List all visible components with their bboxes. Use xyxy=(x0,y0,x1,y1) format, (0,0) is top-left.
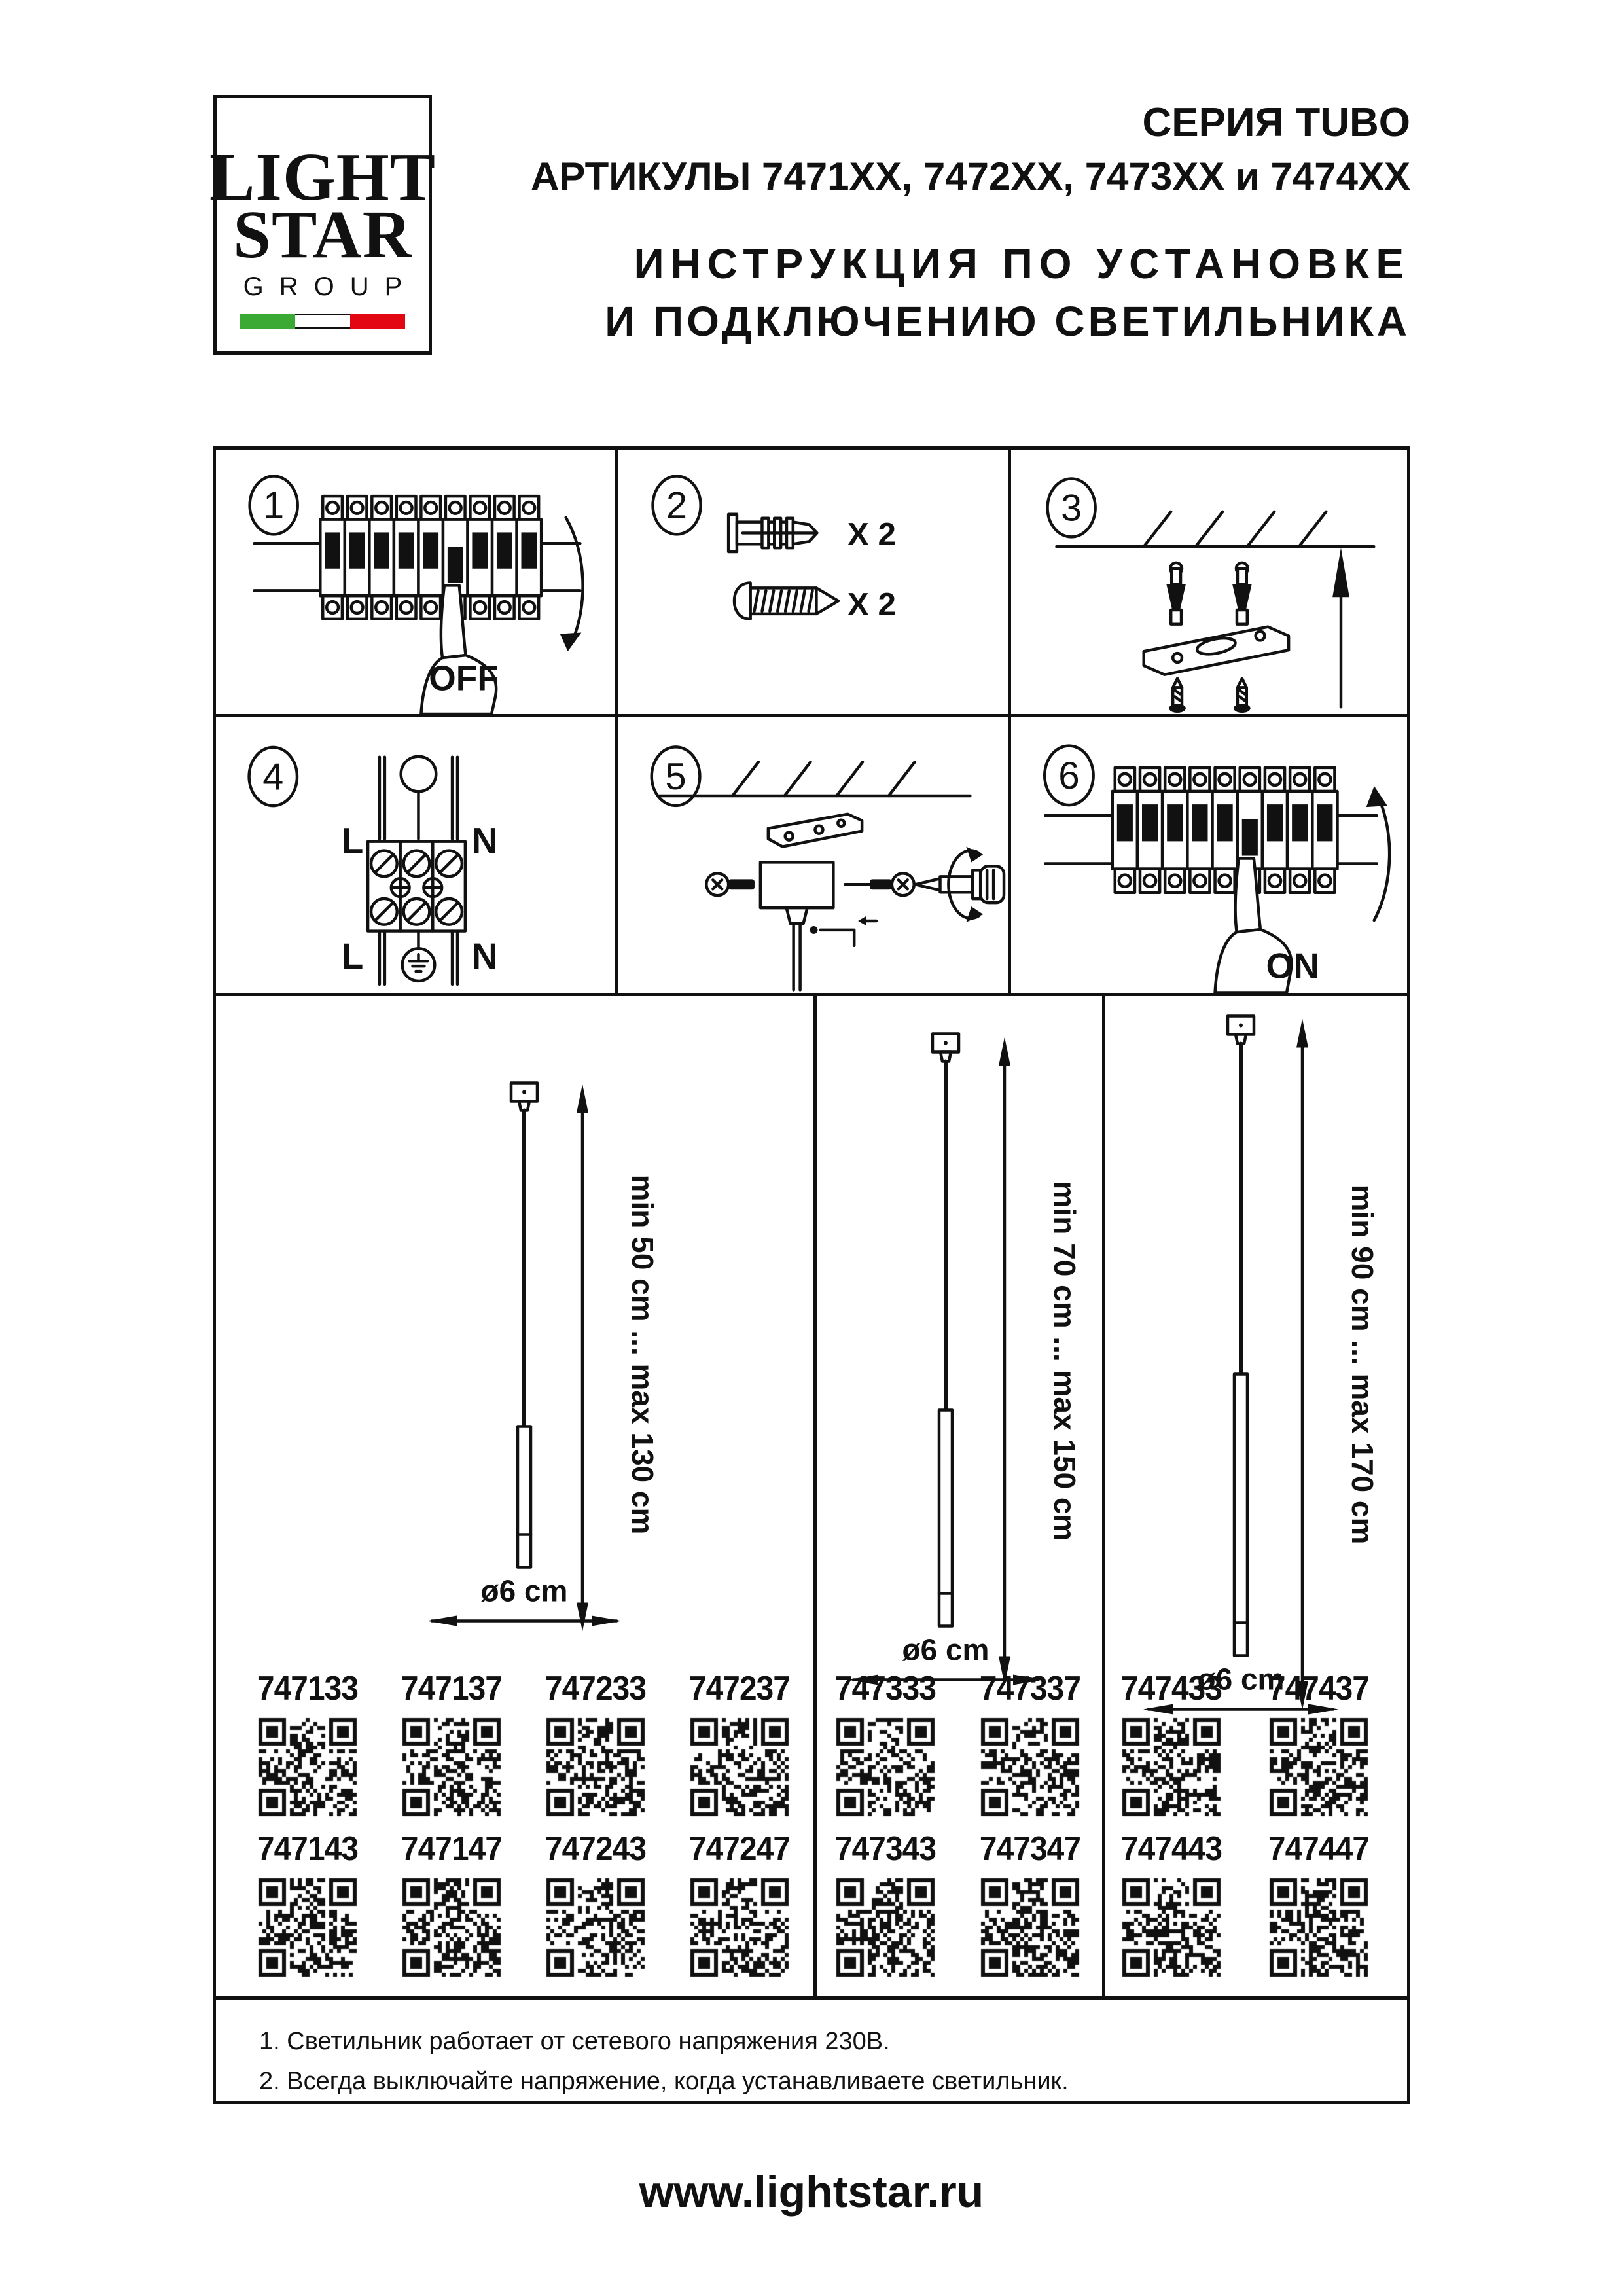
qr-code xyxy=(402,1717,501,1817)
article-number: 747233 xyxy=(544,1670,647,1708)
hex-key-icon xyxy=(810,916,876,946)
ceiling-line xyxy=(658,762,971,796)
article-number: 747133 xyxy=(257,1670,359,1708)
arrow-up-icon xyxy=(1366,786,1387,807)
qr-code xyxy=(258,1717,357,1817)
step-6-cell xyxy=(1011,717,1407,993)
article-block xyxy=(681,1669,798,1817)
article-block xyxy=(249,1669,366,1817)
lamp-50-130 xyxy=(427,1083,660,1632)
article-block xyxy=(827,1669,944,1817)
step-number: 2 xyxy=(666,484,688,527)
qr-code xyxy=(1269,1878,1368,1977)
screw-icon xyxy=(1234,679,1251,713)
step-number: 6 xyxy=(1058,754,1080,797)
article-block xyxy=(249,1829,366,1977)
screw-left-icon xyxy=(706,873,755,895)
instruction-line2: И ПОДКЛЮЧЕНИЮ СВЕТИЛЬНИКА xyxy=(605,298,1410,345)
lamp-70-150 xyxy=(848,1034,1082,1685)
article-block xyxy=(827,1829,944,1977)
lamp-circle xyxy=(401,757,437,792)
article-block xyxy=(393,1829,510,1977)
off-label: OFF xyxy=(429,659,499,698)
screwdriver-icon xyxy=(916,847,1004,922)
anchor-icon xyxy=(1166,563,1186,624)
qr-code xyxy=(402,1878,501,1977)
diameter-label: ø6 cm xyxy=(1197,1662,1285,1696)
step-5-cell xyxy=(618,717,1011,993)
step-4-wiring-diagram xyxy=(216,717,615,993)
article-block xyxy=(971,1669,1089,1817)
height-range-label: min 90 cm ... max 170 cm xyxy=(1346,1184,1380,1545)
article-number: 747347 xyxy=(979,1830,1081,1868)
article-number: 747247 xyxy=(688,1830,791,1868)
qr-code xyxy=(980,1717,1080,1817)
installation-steps-grid xyxy=(213,446,1410,996)
qr-code xyxy=(980,1878,1080,1977)
step-2-hardware-diagram xyxy=(618,450,1008,714)
qr-code xyxy=(690,1878,789,1977)
terminal-n-top: N xyxy=(471,820,498,861)
article-number: 747237 xyxy=(688,1670,791,1708)
screw-icon xyxy=(734,583,838,619)
step-5-canopy-diagram xyxy=(618,717,1008,993)
italian-flag-stripe xyxy=(240,314,405,329)
flag-green xyxy=(240,314,295,329)
ground-symbol-icon xyxy=(402,948,435,981)
step-4-cell xyxy=(216,717,618,993)
step-number: 4 xyxy=(262,756,284,798)
article-number: 747147 xyxy=(401,1830,503,1868)
logo-star: STAR xyxy=(233,196,412,272)
step-6-breaker-on-diagram xyxy=(1011,717,1407,993)
website-url: www.lightstar.ru xyxy=(639,2167,984,2217)
flag-white xyxy=(295,314,350,329)
article-block xyxy=(537,1669,654,1817)
anchor-icon xyxy=(1232,563,1252,624)
step-1-breaker-off-diagram xyxy=(216,450,615,714)
qr-code xyxy=(546,1717,645,1817)
article-number: 747143 xyxy=(257,1830,359,1868)
qr-code xyxy=(1269,1717,1368,1817)
qr-code xyxy=(1122,1878,1221,1977)
qr-code xyxy=(1122,1717,1221,1817)
safety-notes xyxy=(213,2000,1410,2104)
arrow-down-icon xyxy=(560,633,582,652)
article-number: 747437 xyxy=(1268,1670,1370,1708)
article-number: 747137 xyxy=(401,1670,503,1708)
header-titles xyxy=(531,99,1410,346)
article-number: 747343 xyxy=(834,1830,936,1868)
terminal-l-top: L xyxy=(341,820,364,861)
logo-light: LIGHT xyxy=(209,139,436,215)
on-label: ON xyxy=(1266,946,1319,986)
article-block xyxy=(1260,1829,1378,1977)
lamp-dimensions-section xyxy=(213,996,1410,2000)
articles-line: АРТИКУЛЫ 7471XX, 7472XX, 7473XX и 7474XX xyxy=(531,154,1410,198)
arrow-up-icon xyxy=(1332,548,1349,597)
note-1: 1. Светильник работает от сетевого напряжения 230В. xyxy=(259,2028,890,2055)
note-2: 2. Всегда выключайте напряжение, когда устанавливаете светильник. xyxy=(259,2067,1069,2095)
screw-right-icon xyxy=(845,873,914,895)
terminal-l-bottom: L xyxy=(341,936,364,977)
article-number: 747433 xyxy=(1120,1670,1222,1708)
step-2-cell xyxy=(618,450,1011,717)
diameter-label: ø6 cm xyxy=(480,1573,568,1608)
lamp-90-170 xyxy=(1143,1016,1380,1715)
height-range-label: min 50 cm ... max 130 cm xyxy=(626,1174,660,1535)
article-block xyxy=(971,1829,1089,1977)
article-number: 747337 xyxy=(979,1670,1081,1708)
terminal-n-bottom: N xyxy=(471,936,498,977)
article-block xyxy=(1113,1829,1230,1977)
qr-code xyxy=(546,1878,645,1977)
screw-qty: X 2 xyxy=(847,586,896,622)
step-number: 1 xyxy=(263,484,285,527)
screw-icon xyxy=(1169,679,1186,713)
lightstar-logo xyxy=(209,95,436,355)
article-block xyxy=(537,1829,654,1977)
logo-group: GROUP xyxy=(243,272,418,301)
article-number: 747447 xyxy=(1268,1830,1370,1868)
height-range-label: min 70 cm ... max 150 cm xyxy=(1048,1181,1082,1541)
qr-code xyxy=(690,1717,789,1817)
qr-code xyxy=(836,1878,935,1977)
canopy-icon xyxy=(760,862,833,990)
ceiling-line xyxy=(1056,512,1374,547)
article-block xyxy=(393,1669,510,1817)
step-1-cell xyxy=(216,450,618,717)
article-block xyxy=(1260,1669,1378,1817)
wall-anchor-icon xyxy=(728,514,817,552)
series-title: СЕРИЯ TUBO xyxy=(1142,100,1410,145)
article-block xyxy=(681,1829,798,1977)
mounting-bracket-icon xyxy=(768,814,862,847)
article-number: 747443 xyxy=(1120,1830,1222,1868)
article-number: 747333 xyxy=(834,1670,936,1708)
qr-code xyxy=(836,1717,935,1817)
article-block xyxy=(1113,1669,1230,1817)
article-number: 747243 xyxy=(544,1830,647,1868)
step-3-bracket-diagram xyxy=(1011,450,1407,714)
step-3-cell xyxy=(1011,450,1407,717)
step-number: 3 xyxy=(1061,487,1082,529)
step-number: 5 xyxy=(665,756,687,798)
flag-red xyxy=(350,314,405,329)
mounting-bracket-icon xyxy=(1144,627,1289,675)
diameter-label: ø6 cm xyxy=(902,1632,990,1667)
instruction-line1: ИНСТРУКЦИЯ ПО УСТАНОВКЕ xyxy=(633,240,1410,287)
qr-code xyxy=(258,1878,357,1977)
anchor-qty: X 2 xyxy=(847,516,896,553)
